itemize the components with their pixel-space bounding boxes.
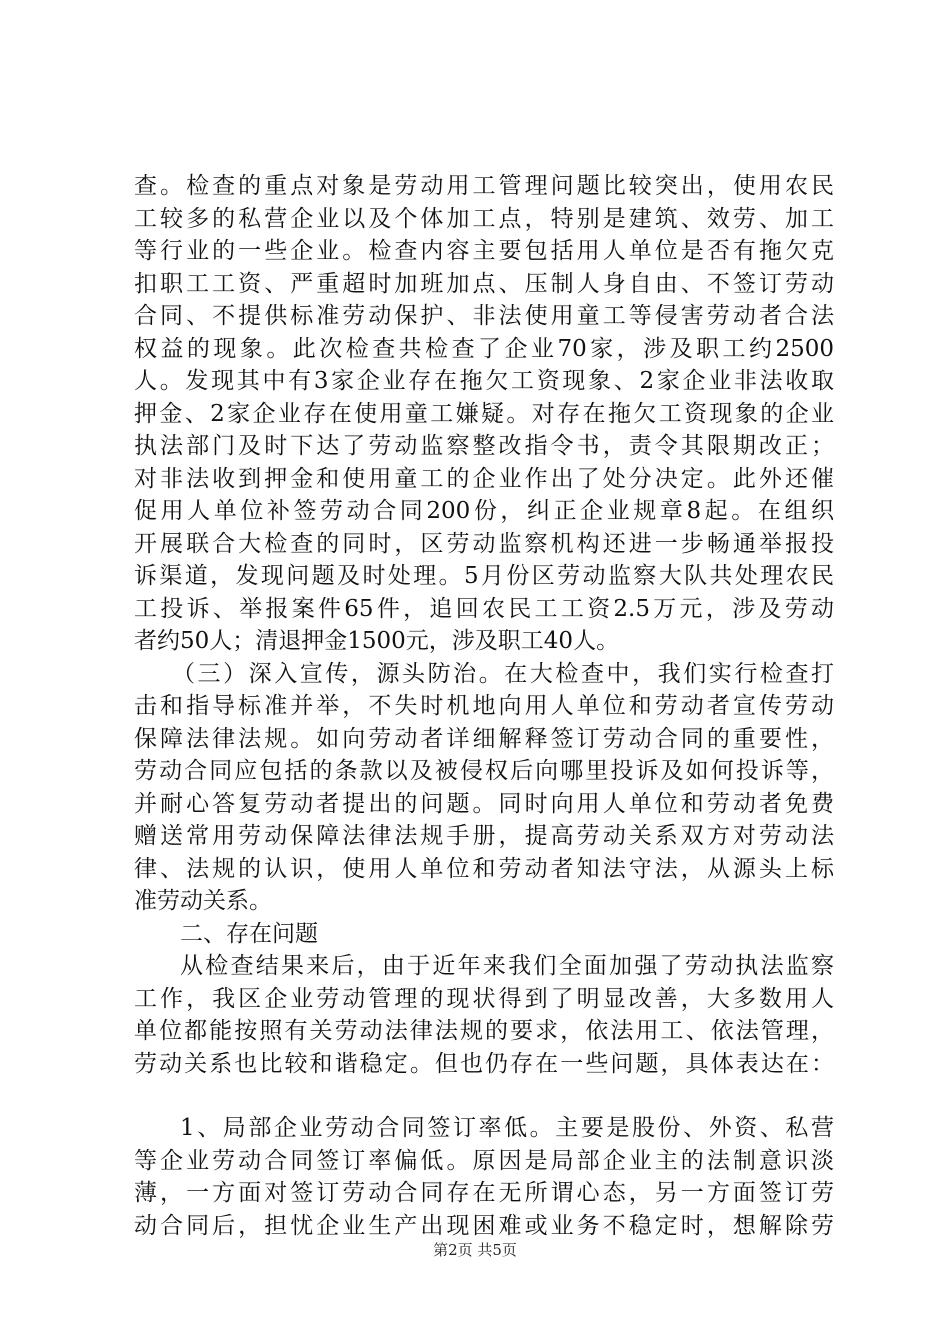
text-line: 促用人单位补签劳动合同200份，纠正企业规章8起。在组织 [134,498,834,524]
text-line: 押金、2家企业存在使用童工嫌疑。对存在拖欠工资现象的企业 [134,400,834,427]
paragraph-contract-rate [134,1112,834,1242]
text-line: 赠送常用劳动保障法律法规手册，提高劳动关系双方对劳动法 [134,823,834,849]
page-footer: 第2页 共5页 [433,1241,517,1259]
text-line: 从检查结果来后，由于近年来我们全面加强了劳动执法监察 [180,953,834,979]
text-line: （三）深入宣传，源头防治。在大检查中，我们实行检查打 [172,660,834,687]
paragraph-publicity [134,658,834,918]
text-line: 劳动关系也比较和谐稳定。但也仍存在一些问题，具体表达在： [134,1050,834,1077]
section-heading: 二、存在问题 [180,920,318,947]
text-line: 单位都能按照有关劳动法律法规的要求，依法用工、依法管理， [134,1018,834,1044]
text-line: 工投诉、举报案件65件，追回农民工工资2.5万元，涉及劳动 [134,595,834,622]
text-line: 并耐心答复劳动者提出的问题。同时向用人单位和劳动者免费 [134,790,834,817]
text-line: 权益的现象。此次检查共检查了企业70家，涉及职工约2500 [134,335,834,362]
text-line: 律、法规的认识，使用人单位和劳动者知法守法，从源头上标 [134,855,834,882]
text-line: 合同、不提供标准劳动保护、非法使用童工等侵害劳动者合法 [134,303,834,329]
text-line: 工较多的私营企业以及个体加工点，特别是建筑、效劳、加工 [134,205,834,232]
text-line: 对非法收到押金和使用童工的企业作出了处分决定。此外还催 [134,465,834,492]
text-line: 等行业的一些企业。检查内容主要包括用人单位是否有拖欠克 [134,238,834,264]
text-line: 1、局部企业劳动合同签订率低。主要是股份、外资、私营 [180,1115,834,1141]
text-line: 薄，一方面对签订劳动合同存在无所谓心态，另一方面签订劳 [134,1180,834,1206]
text-line: 动合同后，担忧企业生产出现困难或业务不稳定时，想解除劳 [134,1212,834,1239]
text-line: 者约50人；清退押金1500元，涉及职工40人。 [134,628,620,654]
text-line: 工作，我区企业劳动管理的现状得到了明显改善，大多数用人 [134,985,834,1012]
text-line: 开展联合大检查的同时，区劳动监察机构还进一步畅通举报投 [134,530,834,557]
paragraph-problems-intro [134,950,834,1080]
text-line: 击和指导标准并举，不失时机地向用人单位和劳动者宣传劳动 [134,693,834,719]
text-line: 人。发现其中有3家企业存在拖欠工资现象、2家企业非法收取 [134,368,834,394]
text-line: 劳动合同应包括的条款以及被侵权后向哪里投诉及如何投诉等， [134,758,834,784]
text-line: 扣职工工资、严重超时加班加点、压制人身自由、不签订劳动 [134,270,834,297]
text-line: 等企业劳动合同签订率偏低。原因是局部企业主的法制意识淡 [134,1147,834,1174]
text-line: 保障法律法规。如向劳动者详细解释签订劳动合同的重要性， [134,725,834,752]
text-line: 准劳动关系。 [134,888,272,914]
paragraph-gap [134,1080,834,1112]
paragraph-inspection-details [134,170,834,658]
text-line: 查。检查的重点对象是劳动用工管理问题比较突出，使用农民 [134,173,834,199]
text-line: 执法部门及时下达了劳动监察整改指令书，责令其限期改正； [134,433,834,459]
body-text [134,170,834,1242]
text-line: 诉渠道，发现问题及时处理。5月份区劳动监察大队共处理农民 [134,563,834,589]
